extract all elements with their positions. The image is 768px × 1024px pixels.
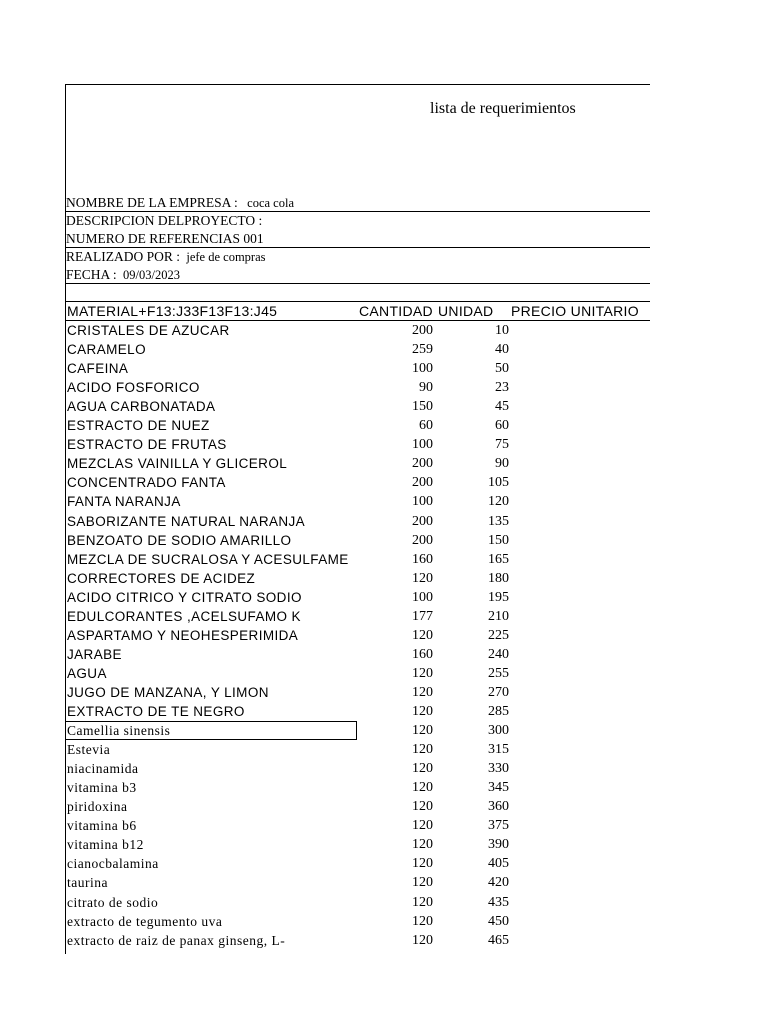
table-row <box>0 378 768 397</box>
project-description-line <box>66 212 262 229</box>
table-row <box>0 473 768 492</box>
cantidad-cell: 90 <box>419 380 433 395</box>
cantidad-cell: 120 <box>412 666 433 681</box>
table-row <box>0 683 768 702</box>
unidad-cell: 330 <box>488 761 509 776</box>
material-cell: vitamina b3 <box>67 780 137 795</box>
unidad-cell: 420 <box>488 875 509 890</box>
cantidad-cell: 100 <box>412 437 433 452</box>
material-cell: CARAMELO <box>67 342 146 357</box>
table-row <box>0 854 768 873</box>
unidad-cell: 315 <box>488 742 509 757</box>
references-label: NUMERO DE REFERENCIAS 001 <box>66 231 264 246</box>
material-cell: Camellia sinensis <box>67 723 171 738</box>
table-row <box>0 893 768 912</box>
table-header-top-line <box>65 301 650 302</box>
material-cell: extracto de raiz de panax ginseng, L- <box>67 933 286 948</box>
company-name-line <box>66 194 294 212</box>
material-cell: AGUA <box>67 666 107 681</box>
date-value: 09/03/2023 <box>123 268 180 282</box>
material-cell: vitamina b12 <box>67 837 144 852</box>
unidad-cell: 150 <box>488 533 509 548</box>
table-row <box>0 569 768 588</box>
material-cell: cianocbalamina <box>67 856 159 871</box>
material-cell: extracto de tegumento uva <box>67 914 223 929</box>
project-description-label: DESCRIPCION DELPROYECTO : <box>66 213 263 228</box>
table-row <box>0 359 768 378</box>
cantidad-cell: 120 <box>412 914 433 929</box>
material-cell: AGUA CARBONATADA <box>67 399 216 414</box>
material-cell: ACIDO FOSFORICO <box>67 380 200 395</box>
unidad-cell: 360 <box>488 799 509 814</box>
cantidad-cell: 120 <box>412 818 433 833</box>
cantidad-cell: 100 <box>412 590 433 605</box>
unidad-cell: 135 <box>488 514 509 529</box>
cantidad-cell: 120 <box>412 742 433 757</box>
unidad-cell: 45 <box>495 399 509 414</box>
material-cell: EXTRACTO DE TE NEGRO <box>67 704 245 719</box>
material-cell: CRISTALES DE AZUCAR <box>67 323 230 338</box>
material-cell: niacinamida <box>67 761 139 776</box>
unidad-cell: 10 <box>495 323 509 338</box>
company-value: coca cola <box>247 196 294 210</box>
table-row <box>0 550 768 569</box>
cantidad-cell: 120 <box>412 761 433 776</box>
table-row <box>0 416 768 435</box>
table-row <box>0 873 768 892</box>
cantidad-cell: 160 <box>412 552 433 567</box>
material-cell: FANTA NARANJA <box>67 494 181 509</box>
cantidad-cell: 120 <box>412 571 433 586</box>
unidad-cell: 90 <box>495 456 509 471</box>
cantidad-cell: 120 <box>412 780 433 795</box>
cantidad-cell: 120 <box>412 933 433 948</box>
unidad-cell: 300 <box>488 723 509 738</box>
material-cell: ESTRACTO DE FRUTAS <box>67 437 227 452</box>
cantidad-cell: 100 <box>412 494 433 509</box>
unidad-cell: 75 <box>495 437 509 452</box>
table-row <box>0 702 768 721</box>
cantidad-cell: 150 <box>412 399 433 414</box>
material-cell: JARABE <box>67 647 122 662</box>
unidad-cell: 60 <box>495 418 509 433</box>
table-row <box>0 321 768 340</box>
unidad-cell: 345 <box>488 780 509 795</box>
table-row <box>0 645 768 664</box>
material-cell: CAFEINA <box>67 361 129 376</box>
table-row <box>0 664 768 683</box>
material-cell: MEZCLAS VAINILLA Y GLICEROL <box>67 456 288 471</box>
table-row <box>0 816 768 835</box>
material-cell: piridoxina <box>67 799 128 814</box>
table-row <box>0 607 768 626</box>
unidad-cell: 375 <box>488 818 509 833</box>
prepared-by-line <box>66 248 266 266</box>
cantidad-cell: 120 <box>412 875 433 890</box>
table-row <box>0 340 768 359</box>
material-cell: taurina <box>67 875 108 890</box>
cantidad-cell: 120 <box>412 837 433 852</box>
cantidad-cell: 120 <box>412 856 433 871</box>
unidad-cell: 255 <box>488 666 509 681</box>
material-cell: EDULCORANTES ,ACELSUFAMO K <box>67 609 301 624</box>
prepared-by-value: jefe de compras <box>186 250 266 264</box>
frame-top-line <box>65 84 650 85</box>
material-cell: ASPARTAMO Y NEOHESPERIMIDA <box>67 628 299 643</box>
table-row <box>0 797 768 816</box>
cantidad-cell: 120 <box>412 628 433 643</box>
table-row <box>0 531 768 550</box>
cantidad-cell: 259 <box>412 342 433 357</box>
document-title: lista de requerimientos <box>430 100 576 117</box>
material-cell: JUGO DE MANZANA, Y LIMON <box>67 685 269 700</box>
unidad-cell: 120 <box>488 494 509 509</box>
table-row <box>0 397 768 416</box>
company-label: NOMBRE DE LA EMPRESA : <box>66 195 238 210</box>
table-row <box>0 454 768 473</box>
cantidad-cell: 120 <box>412 799 433 814</box>
cantidad-cell: 177 <box>412 609 433 624</box>
cantidad-cell: 120 <box>412 723 433 738</box>
table-row <box>0 626 768 645</box>
header-precio-unitario: PRECIO UNITARIO <box>511 303 639 319</box>
table-row <box>0 721 768 740</box>
table-row <box>0 912 768 931</box>
material-cell: Estevia <box>67 742 111 757</box>
material-cell: MEZCLA DE SUCRALOSA Y ACESULFAME <box>67 552 349 567</box>
unidad-cell: 23 <box>495 380 509 395</box>
unidad-cell: 50 <box>495 361 509 376</box>
cantidad-cell: 200 <box>412 475 433 490</box>
unidad-cell: 435 <box>488 895 509 910</box>
unidad-cell: 270 <box>488 685 509 700</box>
cantidad-cell: 200 <box>412 533 433 548</box>
material-cell: vitamina b6 <box>67 818 137 833</box>
table-row <box>0 588 768 607</box>
cantidad-cell: 120 <box>412 685 433 700</box>
cantidad-cell: 200 <box>412 323 433 338</box>
cantidad-cell: 120 <box>412 895 433 910</box>
unidad-cell: 390 <box>488 837 509 852</box>
unidad-cell: 105 <box>488 475 509 490</box>
cantidad-cell: 200 <box>412 514 433 529</box>
table-row <box>0 835 768 854</box>
cantidad-cell: 200 <box>412 456 433 471</box>
material-cell: ESTRACTO DE NUEZ <box>67 418 210 433</box>
material-cell: BENZOATO DE SODIO AMARILLO <box>67 533 292 548</box>
table-row <box>0 512 768 531</box>
table-row <box>0 435 768 454</box>
date-line <box>66 266 180 284</box>
unidad-cell: 465 <box>488 933 509 948</box>
unidad-cell: 180 <box>488 571 509 586</box>
unidad-cell: 225 <box>488 628 509 643</box>
cantidad-cell: 60 <box>419 418 433 433</box>
material-cell: CORRECTORES DE ACIDEZ <box>67 571 256 586</box>
table-row <box>0 492 768 511</box>
material-cell: SABORIZANTE NATURAL NARANJA <box>67 514 306 529</box>
table-row <box>0 931 768 950</box>
cantidad-cell: 120 <box>412 704 433 719</box>
material-cell: ACIDO CITRICO Y CITRATO SODIO <box>67 590 302 605</box>
unidad-cell: 210 <box>488 609 509 624</box>
header-unidad: UNIDAD <box>438 303 494 319</box>
date-label: FECHA : <box>66 267 117 282</box>
table-row <box>0 759 768 778</box>
unidad-cell: 40 <box>495 342 509 357</box>
cantidad-cell: 100 <box>412 361 433 376</box>
unidad-cell: 240 <box>488 647 509 662</box>
table-row <box>0 778 768 797</box>
unidad-cell: 195 <box>488 590 509 605</box>
unidad-cell: 405 <box>488 856 509 871</box>
prepared-by-label: REALIZADO POR : <box>66 249 180 264</box>
unidad-cell: 165 <box>488 552 509 567</box>
table-row <box>0 740 768 759</box>
unidad-cell: 285 <box>488 704 509 719</box>
material-cell: citrato de sodio <box>67 895 159 910</box>
references-line <box>66 230 264 247</box>
header-cantidad: CANTIDAD <box>359 303 433 319</box>
cantidad-cell: 160 <box>412 647 433 662</box>
header-material: MATERIAL+F13:J33F13F13:J45 <box>67 303 278 319</box>
material-cell: CONCENTRADO FANTA <box>67 475 226 490</box>
divider-line <box>65 283 650 284</box>
unidad-cell: 450 <box>488 914 509 929</box>
